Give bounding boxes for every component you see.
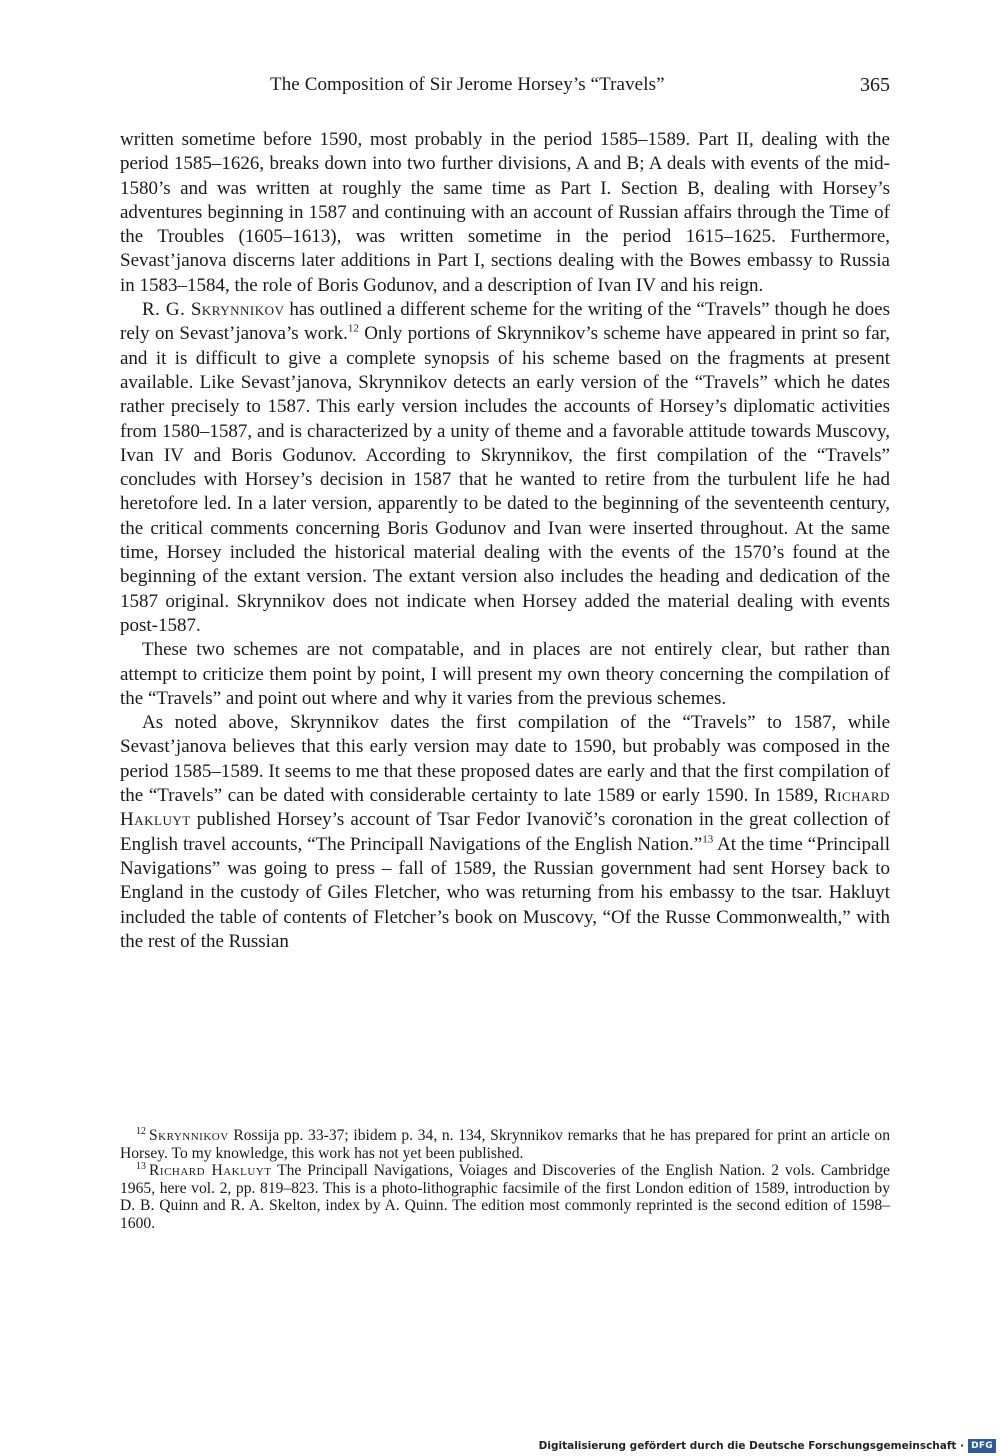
footnote-13 (120, 1162, 890, 1232)
paragraph-4 (120, 711, 890, 954)
footnote-ref-13: 13 (702, 833, 714, 846)
author-name-skrynnikov: R. G. Skrynnikov (142, 299, 285, 321)
footnote-text: Rossija pp. 33-37; ibidem p. 34, n. 134, Skrynnikov remarks that he has prepared for print an article on Horsey. To my knowledge, this work has not yet been published. (120, 1127, 890, 1162)
page-header (90, 74, 890, 104)
footnote-number: 13 (136, 1161, 146, 1172)
digitization-footer (539, 1436, 1000, 1456)
paragraph-1 (120, 128, 890, 298)
paragraph-3 (120, 638, 890, 711)
footnote-text: The Principall Navigations, Voiages and Discoveries of the English Nation. 2 vols. Cambridge 1965, here vol. 2, pp. 819–823. This is a photo-lithographic facsimile of the first London edition of 1589, introduction by D. B. Quinn and R. A. Skelton, index by A. Quinn. The edition most commonly reprinted is the second edition of 1598–1600. (120, 1162, 890, 1232)
paragraph-2-text-b: Only portions of Skrynnikov’s scheme have appeared in print so far, and it is difficult to give a complete synopsis of his scheme based on the fragments at present available. Like Sevast’janova, Skrynnikov detects an early version of the “Travels” which he dates rather precisely to 1587. This early version includes the accounts of Horsey’s diplomatic activities from 1580–1587, and is characterized by a unity of theme and a favorable attitude towards Muscovy, Ivan IV and Boris Godunov. According to Skrynnikov, the first compilation of the “Travels” concludes with Horsey’s decision in 1587 that he wanted to retire from the turbulent life he had heretofore led. In a later version, apparently to be dated to the beginning of the seventeenth century, the critical comments concerning Boris Godunov and Ivan were inserted throughout. At the same time, Horsey included the historical material dealing with the events of the 1570’s found at the beginning of the extant version. The extant version also includes the heading and dedication of the 1587 original. Skrynnikov does not indicate when Horsey added the material dealing with events post-1587. (120, 323, 890, 636)
running-title: The Composition of Sir Jerome Horsey’s “Travels” (270, 74, 665, 95)
footnote-author: Richard Hakluyt (149, 1162, 272, 1180)
footnote-number: 12 (136, 1125, 146, 1137)
paragraph-4-text-c: At the time “Principall Navigations” was going to press – fall of 1589, the Russian government had sent Horsey back to England in the custody of Giles Fletcher, who was returning from his embassy to the tsar. Hakluyt included the table of contents of Fletcher’s book on Muscovy, “Of the Russe Commonwealth,” with the rest of the Russian (120, 833, 890, 952)
page-number: 365 (860, 74, 890, 96)
author-name-hakluyt: Richard Hakluyt (120, 785, 890, 831)
paragraph-1-text: written sometime before 1590, most probably in the period 1585–1589. Part II, dealing with the period 1585–1626, breaks down into two further divisions, A and B; A deals with events of the mid-1580’s and was written at roughly the same time as Part I. Section B, dealing with Horsey’s adventures beginning in 1587 and continuing with an account of Russian affairs through the Time of the Troubles (1605–1613), was written sometime in the period 1615–1625. Furthermore, Sevast’janova discerns later additions in Part I, sections dealing with the Bowes embassy to Russia in 1583–1584, the role of Boris Godunov, and a description of Ivan IV and his reign. (120, 129, 890, 296)
footnote-12 (120, 1127, 890, 1162)
paragraph-2-text-a: has outlined a different scheme for the writing of the “Travels” though he does rely on Sevast’janova’s work. (120, 299, 890, 345)
footnote-ref-12: 12 (347, 323, 359, 336)
paragraph-4-text-b: published Horsey’s account of Tsar Fedor Ivanovič’s coronation in the great collection of English travel accounts, “The Principall Navigations of the English Nation.” (120, 809, 890, 855)
paragraph-3-text: These two schemes are not compatable, and in places are not entirely clear, but rather than attempt to criticize them point by point, I will present my own theory concerning the compilation of the “Travels” and point out where and why it varies from the previous schemes. (120, 639, 890, 709)
footer-text: Digitalisierung gefördert durch die Deutsche Forschungsgemeinschaft · (538, 1440, 965, 1452)
footnote-author: Skrynnikov (149, 1127, 229, 1144)
paragraph-2 (120, 298, 890, 638)
dfg-logo-icon: DFG (968, 1439, 996, 1453)
paragraph-4-text-a: As noted above, Skrynnikov dates the first compilation of the “Travels” to 1587, while Sevast’janova believes that this early version may date to 1590, but probably was composed in the period 1585–1589. It seems to me that these proposed dates are early and that the first compilation of the “Travels” can be dated with considerable certainty to late 1589 or early 1590. In 1589, (120, 712, 890, 807)
body-text (120, 128, 890, 954)
footnotes (120, 1127, 890, 1233)
